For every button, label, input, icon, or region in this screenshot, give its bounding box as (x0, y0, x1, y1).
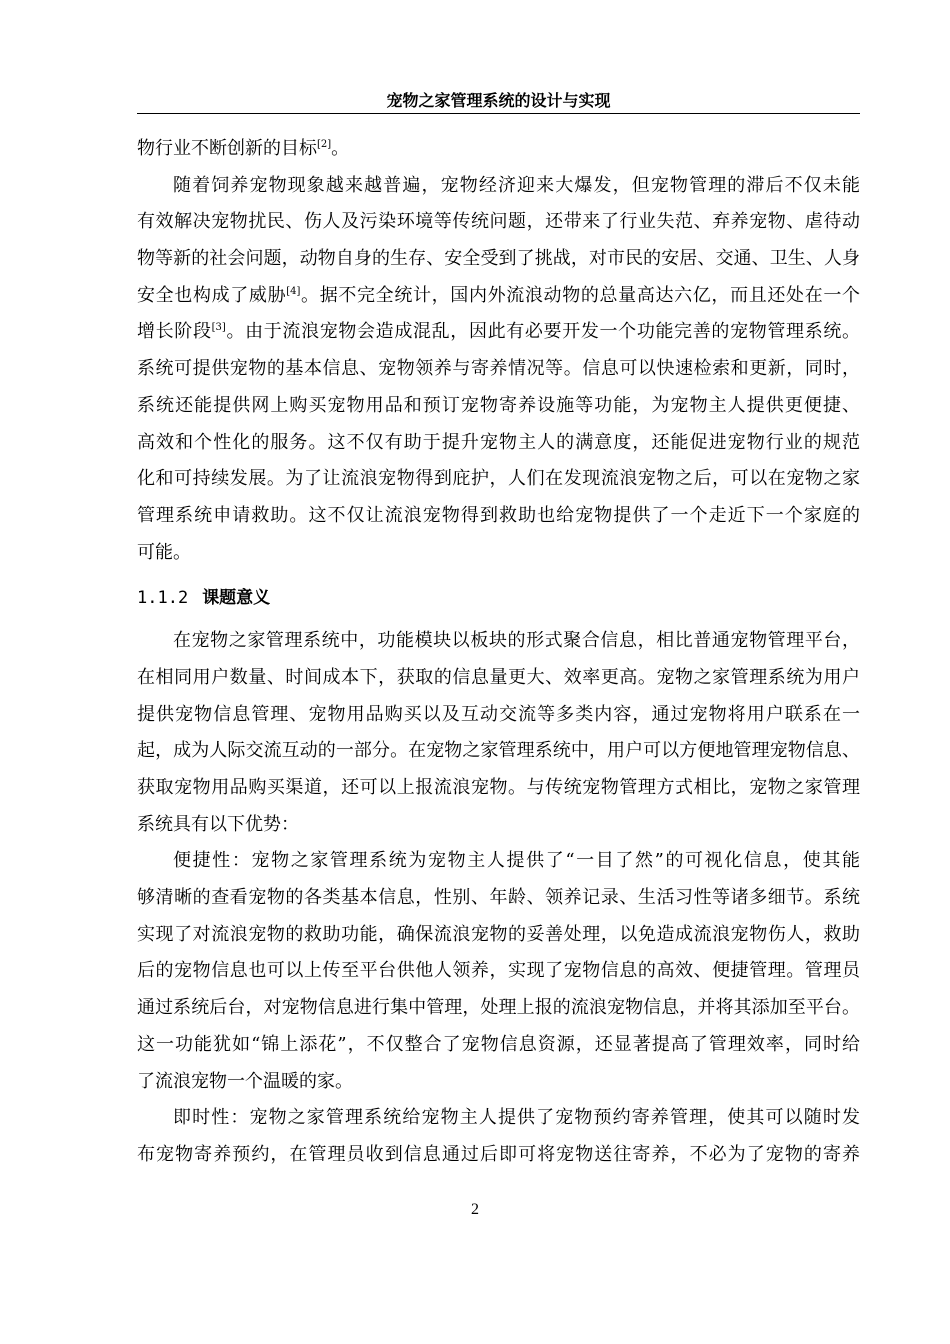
body-line: 即时性：宠物之家管理系统给宠物主人提供了宠物预约寄养管理，使其可以随时发 (173, 1107, 860, 1129)
body-line: 够清晰的查看宠物的各类基本信息，性别、年龄、领养记录、生活习性等诸多细节。系统 (137, 887, 860, 909)
body-line: 通过系统后台，对宠物信息进行集中管理，处理上报的流浪宠物信息，并将其添加至平台。 (137, 997, 860, 1019)
body-line: 这一功能犹如“锦上添花”，不仅整合了宠物信息资源，还显著提高了管理效率，同时给 (137, 1033, 860, 1055)
header-rule (137, 113, 860, 114)
citation: [4] (286, 285, 301, 297)
body-line: 便捷性：宠物之家管理系统为宠物主人提供了“一目了然”的可视化信息，使其能 (173, 850, 860, 872)
body-line: 系统还能提供网上购买宠物用品和预订宠物寄养设施等功能，为宠物主人提供更便捷、 (137, 394, 860, 416)
section-title: 课题意义 (202, 588, 271, 609)
body-line: 实现了对流浪宠物的救助功能，确保流浪宠物的妥善处理，以免造成流浪宠物伤人，救助 (137, 923, 860, 945)
body-line: 布宠物寄养预约，在管理员收到信息通过后即可将宠物送往寄养，不必为了宠物的寄养 (137, 1143, 860, 1165)
body-line: 起，成为人际交流互动的一部分。在宠物之家管理系统中，用户可以方便地管理宠物信息、 (137, 740, 860, 762)
body-line: 系统可提供宠物的基本信息、宠物领养与寄养情况等。信息可以快速检索和更新，同时， (137, 358, 860, 380)
body-line: 随着饲养宠物现象越来越普遍，宠物经济迎来大爆发，但宠物管理的滞后不仅未能 (173, 174, 860, 196)
body-line: 在相同用户数量、时间成本下，获取的信息量更大、效率更高。宠物之家管理系统为用户 (137, 666, 860, 688)
body-line: 管理系统申请救助。这不仅让流浪宠物得到救助也给宠物提供了一个走近下一个家庭的 (137, 504, 860, 526)
body-line: 获取宠物用品购买渠道，还可以上报流浪宠物。与传统宠物管理方式相比，宠物之家管理 (137, 777, 860, 798)
section-number: 1.1.2 (137, 588, 189, 609)
running-header: 宠物之家管理系统的设计与实现 (386, 91, 611, 110)
body-text (137, 131, 860, 1174)
body-line: 高效和个性化的服务。这不仅有助于提升宠物主人的满意度，还能促进宠物行业的规范 (137, 431, 860, 453)
body-line: 可能。 (137, 541, 191, 563)
citation: [3] (211, 322, 226, 334)
citation: [2] (317, 139, 332, 150)
body-line: 提供宠物信息管理、宠物用品购买以及互动交流等多类内容，通过宠物将用户联系在一 (137, 703, 860, 725)
page-number: 2 (471, 1201, 479, 1218)
body-line: 系统具有以下优势： (137, 813, 299, 835)
body-line: 物行业不断创新的目标[2]。 (137, 138, 350, 159)
body-line: 增长阶段[3]。由于流浪宠物会造成混乱，因此有必要开发一个功能完善的宠物管理系统。 (137, 321, 860, 343)
body-line: 了流浪宠物一个温暖的家。 (137, 1070, 353, 1092)
body-line: 在宠物之家管理系统中，功能模块以板块的形式聚合信息，相比普通宠物管理平台， (173, 630, 860, 652)
body-line: 有效解决宠物扰民、伤人及污染环境等传统问题，还带来了行业失范、弃养宠物、虐待动 (137, 211, 860, 233)
body-line: 化和可持续发展。为了让流浪宠物得到庇护，人们在发现流浪宠物之后，可以在宠物之家 (137, 468, 860, 490)
body-line: 后的宠物信息也可以上传至平台供他人领养，实现了宠物信息的高效、便捷管理。管理员 (137, 960, 860, 982)
body-line: 物等新的社会问题，动物自身的生存、安全受到了挑战，对市民的安居、交通、卫生、人身 (137, 248, 860, 270)
body-line: 安全也构成了威胁[4]。据不完全统计，国内外流浪动物的总量高达六亿，而且还处在一个 (137, 284, 860, 306)
section-heading (137, 577, 860, 619)
